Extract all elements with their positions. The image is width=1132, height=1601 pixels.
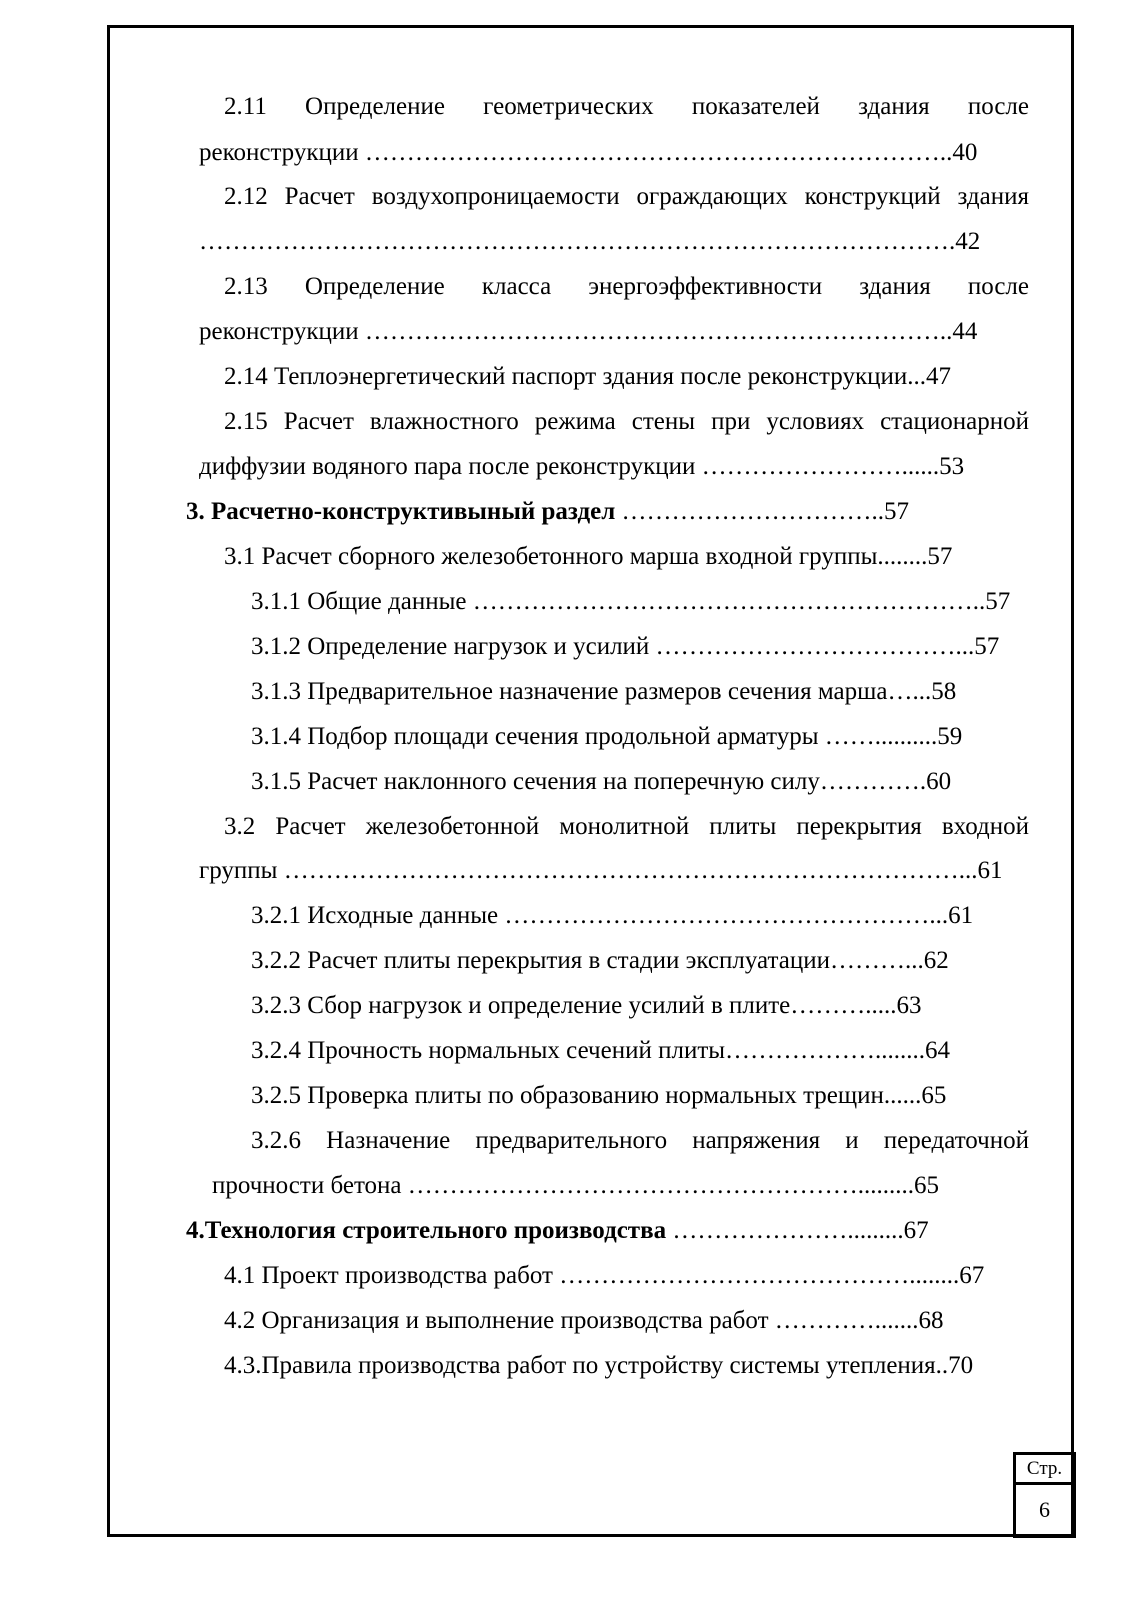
toc-entry-3-2-1: 3.2.1 Исходные данные ……………………………………………...61 (251, 902, 974, 929)
toc-entry-3-2-cont: группы ………………………………………………………………………...61 (199, 857, 1003, 884)
toc-section-4-title: 4.Технология строительного производства (186, 1217, 667, 1244)
toc-entry-3-2-6: 3.2.6 Назначение предварительного напряжения и передаточной (251, 1127, 1029, 1154)
toc-entry-2-11-cont: реконструкции ……………………………………………………………..40 (199, 139, 978, 166)
toc-section-3-leader: …………………………..57 (621, 498, 910, 525)
toc-section-3-title: 3. Расчетно-конструктивыный раздел (186, 498, 616, 525)
toc-entry-4-3: 4.3.Правила производства работ по устройству системы утепления..70 (224, 1352, 974, 1379)
toc-entry-3-2: 3.2 Расчет железобетонной монолитной плиты перекрытия входной (224, 813, 1029, 840)
toc-entry-2-15-cont: диффузии водяного пара после реконструкции ……………………......53 (199, 453, 965, 480)
toc-entry-3-2-6-cont: прочности бетона ……………………………………………….........65 (212, 1172, 940, 1199)
toc-entry-2-12: 2.12 Расчет воздухопроницаемости ограждающих конструкций здания (224, 183, 1029, 210)
stamp-label: Стр. (1016, 1455, 1073, 1485)
toc-entry-3-1: 3.1 Расчет сборного железобетонного марша входной группы........57 (224, 543, 953, 570)
page-number: 6 (1039, 1497, 1050, 1522)
toc-entry-2-14: 2.14 Теплоэнергетический паспорт здания после реконструкции...47 (224, 363, 951, 390)
toc-section-4-leader: ………………….........67 (672, 1217, 929, 1244)
toc-entry-3-2-5: 3.2.5 Проверка плиты по образованию нормальных трещин......65 (251, 1082, 947, 1109)
toc-section-4 (186, 1216, 929, 1246)
toc-section-3 (186, 497, 909, 527)
toc-entry-3-1-5: 3.1.5 Расчет наклонного сечения на поперечную силу………….60 (251, 768, 952, 795)
toc-entry-2-13: 2.13 Определение класса энергоэффективности здания после (224, 273, 1029, 300)
toc-entry-3-2-3: 3.2.3 Сбор нагрузок и определение усилий в плите……….....63 (251, 992, 922, 1019)
toc-entry-2-13-cont: реконструкции ……………………………………………………………..44 (199, 318, 978, 345)
page-number-stamp (1013, 1452, 1076, 1538)
toc-entry-2-15: 2.15 Расчет влажностного режима стены при условиях стационарной (224, 408, 1029, 435)
toc-entry-4-1: 4.1 Проект производства работ ……………………………………........67 (224, 1262, 985, 1289)
toc-entry-3-2-4: 3.2.4 Прочность нормальных сечений плиты………………........64 (251, 1037, 951, 1064)
toc-entry-2-12-cont: ……………………………………………………………………………….42 (199, 228, 981, 255)
toc-entry-3-2-2: 3.2.2 Расчет плиты перекрытия в стадии эксплуатации………...62 (251, 947, 949, 974)
toc-entry-3-1-4: 3.1.4 Подбор площади сечения продольной арматуры ……..........59 (251, 723, 963, 750)
toc-entry-3-1-3: 3.1.3 Предварительное назначение размеров сечения марша…...58 (251, 678, 957, 705)
toc-entry-3-1-1: 3.1.1 Общие данные ……………………………………………………..57 (251, 588, 1011, 615)
toc-entry-3-1-2: 3.1.2 Определение нагрузок и усилий ………………………………...57 (251, 633, 1000, 660)
toc-entry-2-11: 2.11 Определение геометрических показателей здания после (224, 93, 1029, 120)
toc-entry-4-2: 4.2 Организация и выполнение производства работ ………….......68 (224, 1307, 944, 1334)
